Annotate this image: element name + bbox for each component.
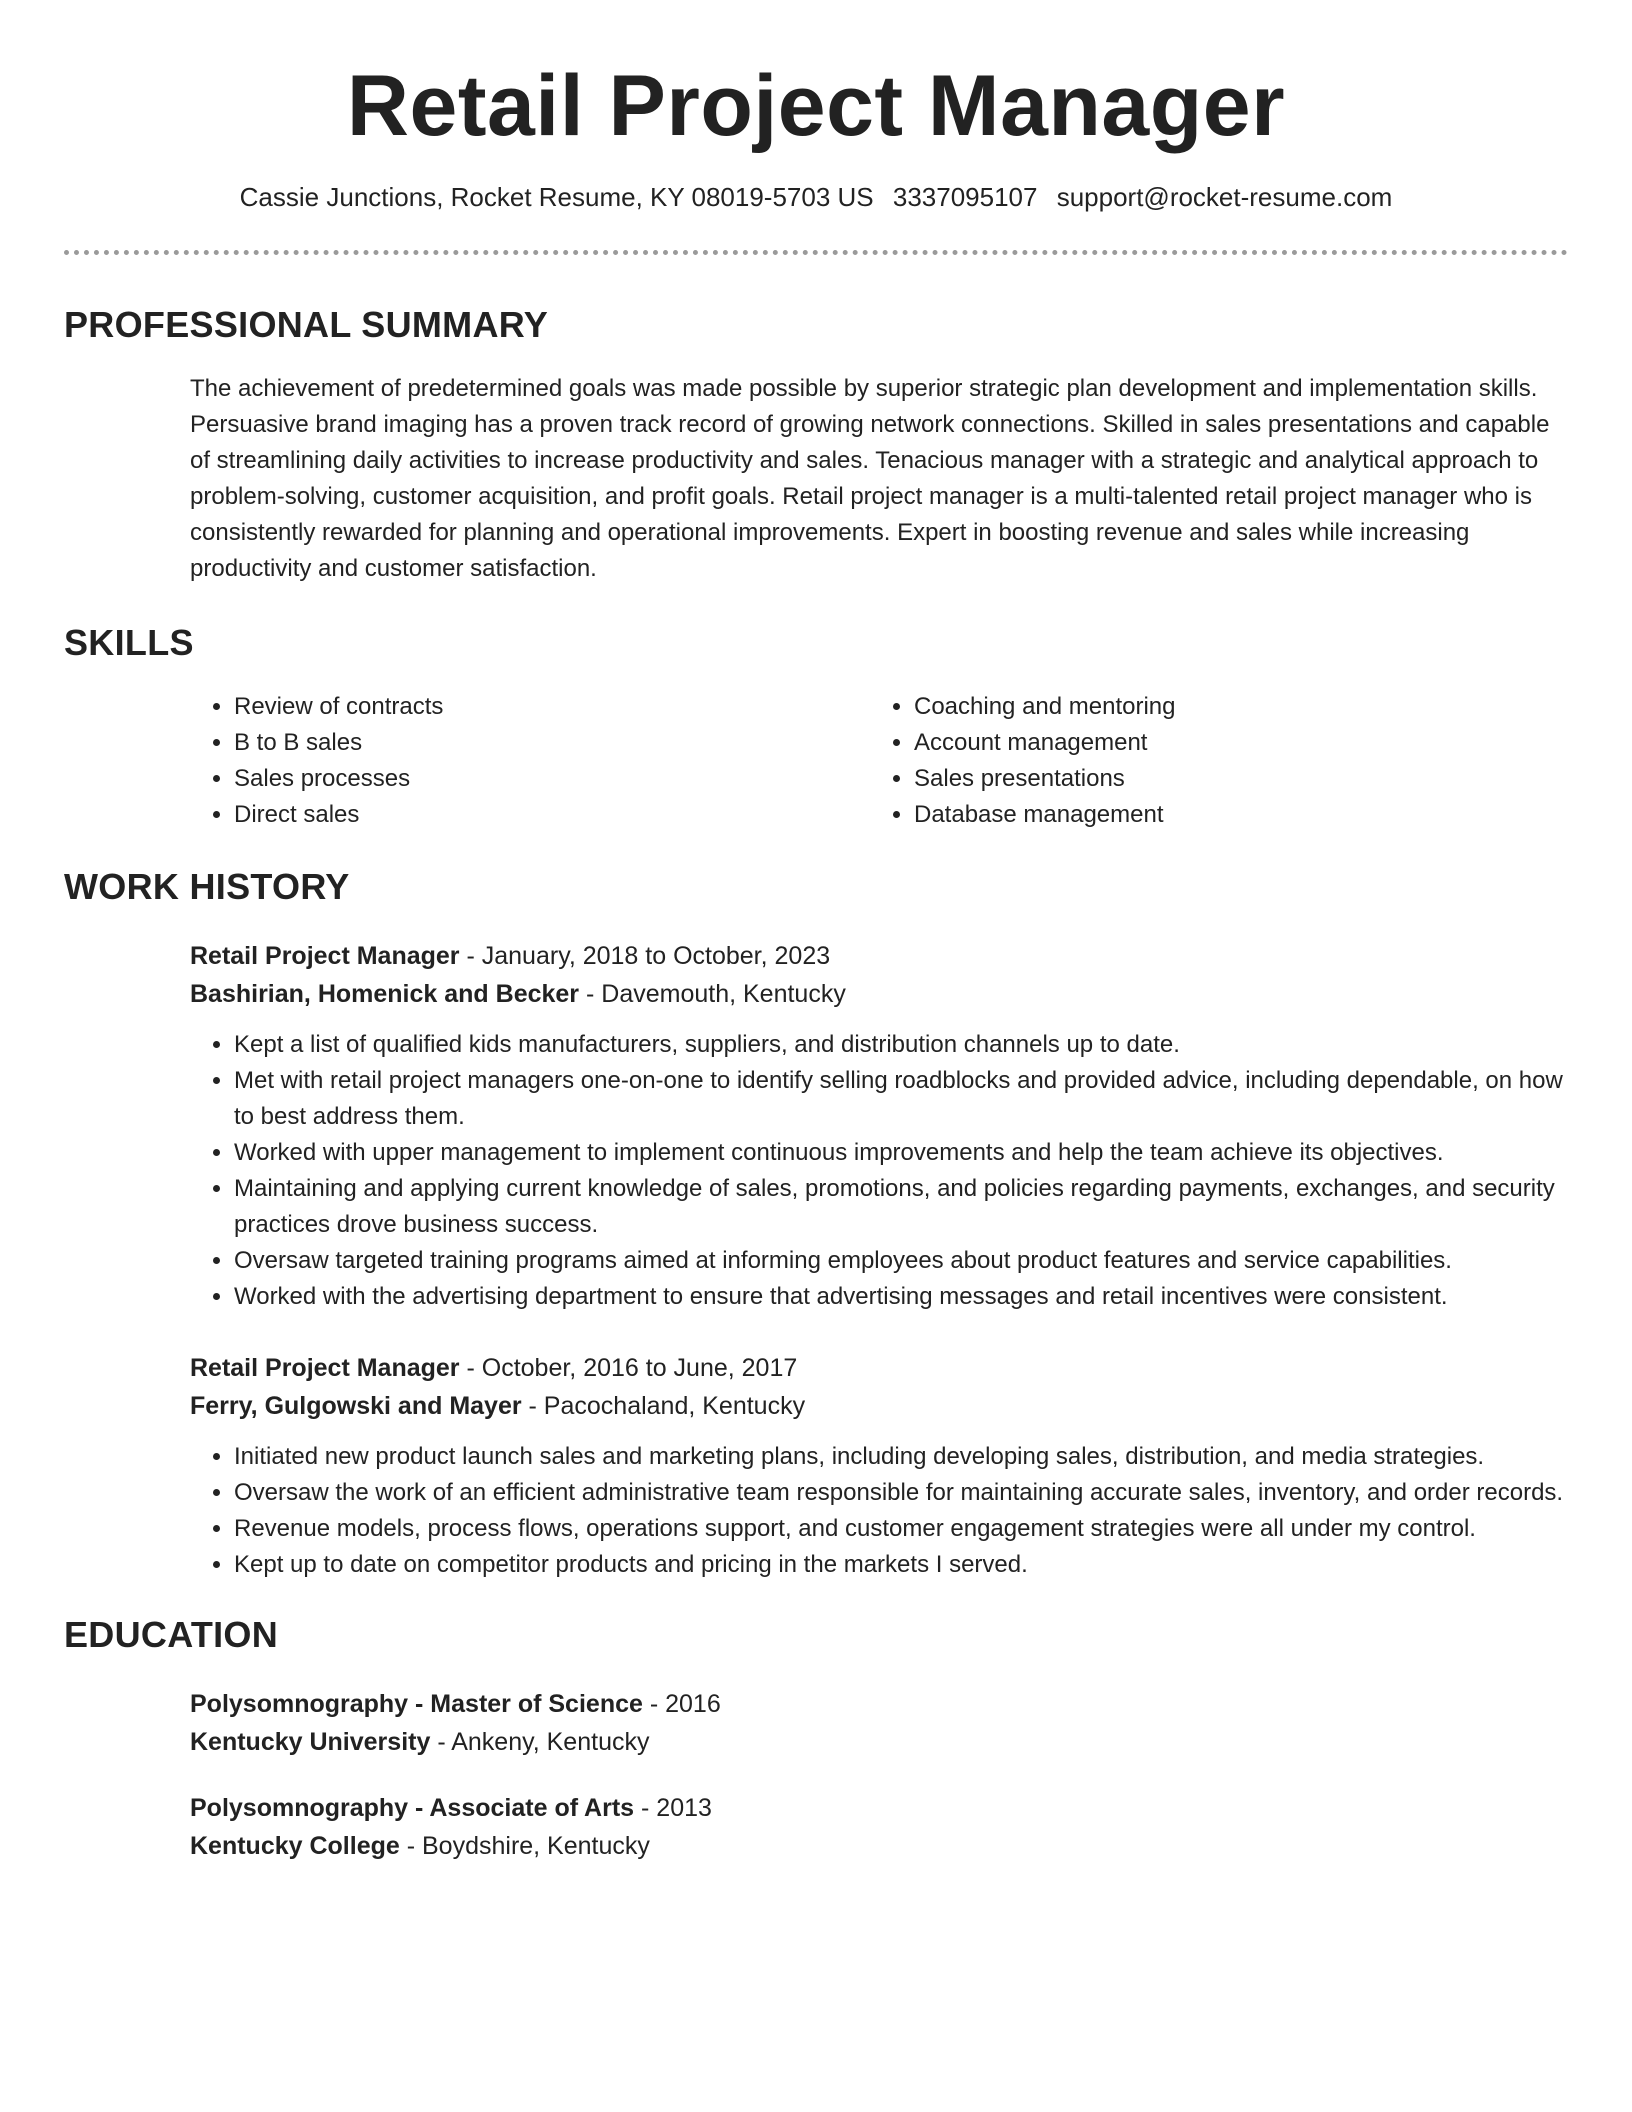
header-divider <box>64 250 1568 255</box>
skill-item: • Direct sales <box>234 797 870 833</box>
job-company-line <box>190 1387 1568 1425</box>
job-dates: - October, 2016 to June, 2017 <box>459 1354 798 1382</box>
education-degree-line <box>190 1789 1568 1827</box>
education-degree-line <box>190 1685 1568 1723</box>
education-entry <box>190 1789 1568 1865</box>
job-position: Retail Project Manager <box>190 942 460 970</box>
skill-item: • B to B sales <box>234 725 870 761</box>
contact-line <box>64 180 1568 214</box>
job-bullet: • Maintaining and applying current knowledge of sales, promotions, and policies regarding payments, exchanges, and security practices drove business success. <box>234 1171 1568 1243</box>
job-company: Ferry, Gulgowski and Mayer <box>190 1392 522 1420</box>
education-degree: Polysomnography - Associate of Arts <box>190 1794 635 1822</box>
job-title-line <box>190 1349 1568 1387</box>
skills-section <box>64 621 1568 833</box>
job-bullets <box>190 1439 1568 1583</box>
job-company-line <box>190 975 1568 1013</box>
education-degree: Polysomnography - Master of Science <box>190 1690 643 1718</box>
education-school-line <box>190 1723 1568 1761</box>
job-bullet: • Revenue models, process flows, operations support, and customer engagement strategies were all under my control. <box>234 1511 1568 1547</box>
skills-grid <box>190 689 1568 833</box>
education-location: - Ankeny, Kentucky <box>430 1728 650 1756</box>
job-entry <box>190 1349 1568 1583</box>
contact-email: support@rocket-resume.com <box>1056 182 1393 212</box>
job-bullets <box>190 1027 1568 1315</box>
skill-item: • Sales processes <box>234 761 870 797</box>
job-location: - Davemouth, Kentucky <box>579 980 846 1008</box>
job-dates: - January, 2018 to October, 2023 <box>459 942 831 970</box>
job-bullet: • Initiated new product launch sales and marketing plans, including developing sales, distribution, and media strategies. <box>234 1439 1568 1475</box>
job-entry <box>190 937 1568 1315</box>
education-section <box>64 1613 1568 1865</box>
education-school: Kentucky University <box>190 1728 431 1756</box>
education-location: - Boydshire, Kentucky <box>399 1832 650 1860</box>
contact-phone: 3337095107 <box>892 182 1038 212</box>
work-history-section <box>64 865 1568 1583</box>
skill-item: • Sales presentations <box>914 761 1568 797</box>
job-bullet: • Met with retail project managers one-on-one to identify selling roadblocks and provided advice, including dependable, on how to best address them. <box>234 1063 1568 1135</box>
skills-list-right <box>870 689 1568 833</box>
education-year: - 2016 <box>642 1690 721 1718</box>
education-school-line <box>190 1827 1568 1865</box>
education-heading: EDUCATION <box>64 1614 279 1655</box>
job-company: Bashirian, Homenick and Becker <box>190 980 580 1008</box>
skills-list-left <box>190 689 870 833</box>
job-location: - Pacochaland, Kentucky <box>521 1392 806 1420</box>
job-bullet: • Oversaw targeted training programs aimed at informing employees about product features and service capabilities. <box>234 1243 1568 1279</box>
summary-section <box>64 303 1568 587</box>
skills-heading: SKILLS <box>64 622 194 663</box>
job-bullet: • Kept up to date on competitor products and pricing in the markets I served. <box>234 1547 1568 1583</box>
job-bullet: • Worked with upper management to implement continuous improvements and help the team achieve its objectives. <box>234 1135 1568 1171</box>
job-bullet: • Oversaw the work of an efficient administrative team responsible for maintaining accurate sales, inventory, and order records. <box>234 1475 1568 1511</box>
summary-text: The achievement of predetermined goals was made possible by superior strategic plan development and implementation skills. Persuasive brand imaging has a proven track record of growing network connections. Skilled in sales presentations and capable of streamlining daily activities to increase productivity and sales. Tenacious manager with a strategic and analytical approach to problem-solving, customer acquisition, and profit goals. Retail project manager is a multi-talented retail project manager who is consistently rewarded for planning and operational improvements. Expert in boosting revenue and sales while increasing productivity and customer satisfaction. <box>190 375 1550 582</box>
education-school: Kentucky College <box>190 1832 400 1860</box>
summary-heading: PROFESSIONAL SUMMARY <box>64 304 549 345</box>
education-year: - 2013 <box>634 1794 712 1822</box>
contact-address: Cassie Junctions, Rocket Resume, KY 08019-5703 US <box>239 182 874 212</box>
job-bullet: • Kept a list of qualified kids manufacturers, suppliers, and distribution channels up to date. <box>234 1027 1568 1063</box>
resume-title: Retail Project Manager <box>346 58 1286 154</box>
skill-item: • Review of contracts <box>234 689 870 725</box>
job-position: Retail Project Manager <box>190 1354 460 1382</box>
job-title-line <box>190 937 1568 975</box>
skill-item: • Account management <box>914 725 1568 761</box>
skill-item: • Database management <box>914 797 1568 833</box>
job-bullet: • Worked with the advertising department to ensure that advertising messages and retail incentives were consistent. <box>234 1279 1568 1315</box>
education-entry <box>190 1685 1568 1761</box>
work-history-heading: WORK HISTORY <box>64 866 350 907</box>
skill-item: • Coaching and mentoring <box>914 689 1568 725</box>
